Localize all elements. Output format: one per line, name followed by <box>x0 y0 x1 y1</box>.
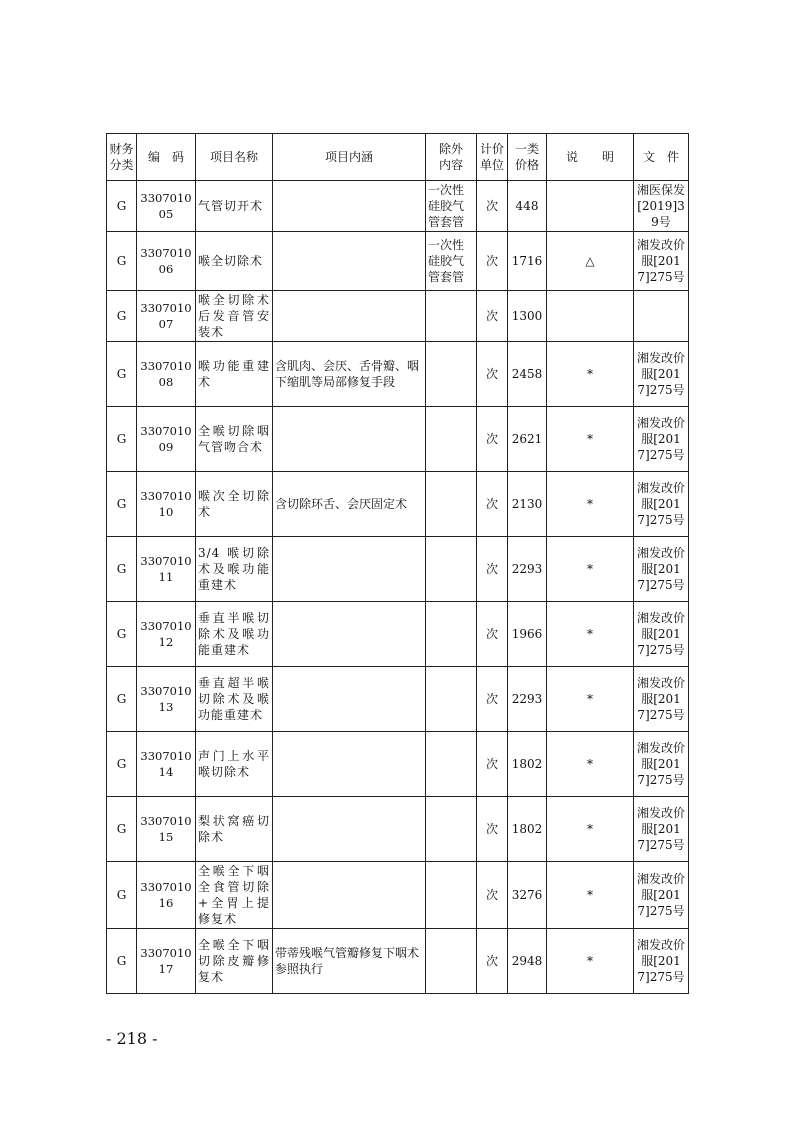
page-number: - 218 - <box>106 1029 158 1048</box>
cell-code: 330701007 <box>137 291 196 342</box>
cell-doc: 湘发改价服[2017]275号 <box>634 732 689 797</box>
cell-note: * <box>547 602 634 667</box>
cell-doc <box>634 291 689 342</box>
cell-note: * <box>547 407 634 472</box>
cell-category: G <box>107 342 137 407</box>
cell-doc: 湘发改价服[2017]275号 <box>634 797 689 862</box>
cell-price: 1300 <box>508 291 547 342</box>
cell-content <box>273 602 426 667</box>
cell-doc: 湘发改价服[2017]275号 <box>634 862 689 929</box>
header-unit: 计价 单位 <box>477 134 508 181</box>
cell-unit: 次 <box>477 342 508 407</box>
cell-name: 全喉全下咽切除皮瓣修复术 <box>196 929 273 994</box>
cell-name: 喉全切除术 <box>196 232 273 291</box>
cell-category: G <box>107 602 137 667</box>
cell-content: 含切除环舌、会厌固定术 <box>273 472 426 537</box>
cell-content <box>273 181 426 232</box>
table-row <box>107 181 689 232</box>
cell-unit: 次 <box>477 667 508 732</box>
cell-note: * <box>547 732 634 797</box>
cell-content <box>273 862 426 929</box>
cell-category: G <box>107 472 137 537</box>
cell-unit: 次 <box>477 407 508 472</box>
cell-note: * <box>547 342 634 407</box>
header-category: 财务 分类 <box>107 134 137 181</box>
cell-category: G <box>107 232 137 291</box>
table-row <box>107 407 689 472</box>
cell-category: G <box>107 537 137 602</box>
cell-category: G <box>107 291 137 342</box>
header-name: 项目名称 <box>196 134 273 181</box>
cell-unit: 次 <box>477 602 508 667</box>
cell-note: * <box>547 797 634 862</box>
table-header-row <box>107 134 689 181</box>
cell-content <box>273 291 426 342</box>
cell-price: 2293 <box>508 537 547 602</box>
cell-name: 喉全切除术后发音管安装术 <box>196 291 273 342</box>
cell-doc: 湘发改价服[2017]275号 <box>634 472 689 537</box>
cell-code: 330701006 <box>137 232 196 291</box>
cell-exclusion <box>426 929 477 994</box>
header-exclusion: 除外 内容 <box>426 134 477 181</box>
cell-unit: 次 <box>477 232 508 291</box>
cell-category: G <box>107 732 137 797</box>
cell-unit: 次 <box>477 862 508 929</box>
cell-exclusion <box>426 407 477 472</box>
cell-price: 1966 <box>508 602 547 667</box>
cell-name: 喉次全切除术 <box>196 472 273 537</box>
cell-name: 垂直半喉切除术及喉功能重建术 <box>196 602 273 667</box>
cell-category: G <box>107 929 137 994</box>
cell-doc: 湘医保发[2019]39号 <box>634 181 689 232</box>
cell-category: G <box>107 667 137 732</box>
cell-price: 3276 <box>508 862 547 929</box>
table-row <box>107 667 689 732</box>
cell-content <box>273 537 426 602</box>
cell-note: * <box>547 862 634 929</box>
cell-content <box>273 667 426 732</box>
cell-code: 330701017 <box>137 929 196 994</box>
table-row <box>107 797 689 862</box>
table-row <box>107 537 689 602</box>
cell-code: 330701005 <box>137 181 196 232</box>
cell-content <box>273 232 426 291</box>
cell-price: 2130 <box>508 472 547 537</box>
cell-name: 声门上水平喉切除术 <box>196 732 273 797</box>
cell-exclusion <box>426 862 477 929</box>
cell-note: * <box>547 667 634 732</box>
fee-schedule-table <box>106 133 689 994</box>
cell-price: 1802 <box>508 797 547 862</box>
cell-price: 2621 <box>508 407 547 472</box>
header-note: 说 明 <box>547 134 634 181</box>
cell-exclusion <box>426 732 477 797</box>
cell-note: * <box>547 472 634 537</box>
cell-exclusion <box>426 291 477 342</box>
cell-content: 含肌肉、会厌、舌骨瓣、咽下缩肌等局部修复手段 <box>273 342 426 407</box>
table-row <box>107 929 689 994</box>
cell-content: 带蒂残喉气管瓣修复下咽术参照执行 <box>273 929 426 994</box>
cell-note: * <box>547 537 634 602</box>
cell-code: 330701013 <box>137 667 196 732</box>
cell-unit: 次 <box>477 472 508 537</box>
cell-exclusion <box>426 342 477 407</box>
table-row <box>107 232 689 291</box>
cell-unit: 次 <box>477 732 508 797</box>
header-price: 一类 价格 <box>508 134 547 181</box>
cell-code: 330701015 <box>137 797 196 862</box>
cell-code: 330701009 <box>137 407 196 472</box>
cell-doc: 湘发改价服[2017]275号 <box>634 602 689 667</box>
cell-category: G <box>107 407 137 472</box>
header-doc: 文 件 <box>634 134 689 181</box>
table-row <box>107 342 689 407</box>
cell-content <box>273 732 426 797</box>
header-code: 编 码 <box>137 134 196 181</box>
cell-name: 全喉切除咽气管吻合术 <box>196 407 273 472</box>
cell-content <box>273 797 426 862</box>
cell-unit: 次 <box>477 929 508 994</box>
cell-unit: 次 <box>477 537 508 602</box>
cell-note <box>547 291 634 342</box>
cell-doc: 湘发改价服[2017]275号 <box>634 342 689 407</box>
cell-unit: 次 <box>477 291 508 342</box>
cell-code: 330701014 <box>137 732 196 797</box>
cell-price: 2293 <box>508 667 547 732</box>
cell-name: 全喉全下咽全食管切除+全胃上提修复术 <box>196 862 273 929</box>
table-row <box>107 862 689 929</box>
table-row <box>107 472 689 537</box>
cell-price: 2948 <box>508 929 547 994</box>
cell-name: 梨状窝癌切除术 <box>196 797 273 862</box>
header-content: 项目内涵 <box>273 134 426 181</box>
cell-price: 1716 <box>508 232 547 291</box>
cell-exclusion <box>426 537 477 602</box>
cell-note: △ <box>547 232 634 291</box>
cell-code: 330701012 <box>137 602 196 667</box>
cell-doc: 湘发改价服[2017]275号 <box>634 232 689 291</box>
cell-price: 2458 <box>508 342 547 407</box>
table-row <box>107 291 689 342</box>
cell-doc: 湘发改价服[2017]275号 <box>634 667 689 732</box>
cell-exclusion <box>426 797 477 862</box>
cell-note: * <box>547 929 634 994</box>
cell-name: 喉功能重建术 <box>196 342 273 407</box>
cell-category: G <box>107 181 137 232</box>
cell-category: G <box>107 797 137 862</box>
cell-exclusion <box>426 472 477 537</box>
cell-unit: 次 <box>477 797 508 862</box>
table-row <box>107 602 689 667</box>
cell-note <box>547 181 634 232</box>
cell-name: 气管切开术 <box>196 181 273 232</box>
cell-unit: 次 <box>477 181 508 232</box>
cell-code: 330701008 <box>137 342 196 407</box>
cell-exclusion: 一次性硅胶气管套管 <box>426 232 477 291</box>
cell-exclusion <box>426 602 477 667</box>
cell-code: 330701010 <box>137 472 196 537</box>
cell-name: 3/4 喉切除术及喉功能重建术 <box>196 537 273 602</box>
cell-price: 448 <box>508 181 547 232</box>
cell-code: 330701011 <box>137 537 196 602</box>
cell-price: 1802 <box>508 732 547 797</box>
cell-code: 330701016 <box>137 862 196 929</box>
table-row <box>107 732 689 797</box>
cell-doc: 湘发改价服[2017]275号 <box>634 407 689 472</box>
cell-doc: 湘发改价服[2017]275号 <box>634 929 689 994</box>
cell-name: 垂直超半喉切除术及喉功能重建术 <box>196 667 273 732</box>
cell-exclusion <box>426 667 477 732</box>
cell-exclusion: 一次性硅胶气管套管 <box>426 181 477 232</box>
cell-content <box>273 407 426 472</box>
cell-doc: 湘发改价服[2017]275号 <box>634 537 689 602</box>
cell-category: G <box>107 862 137 929</box>
